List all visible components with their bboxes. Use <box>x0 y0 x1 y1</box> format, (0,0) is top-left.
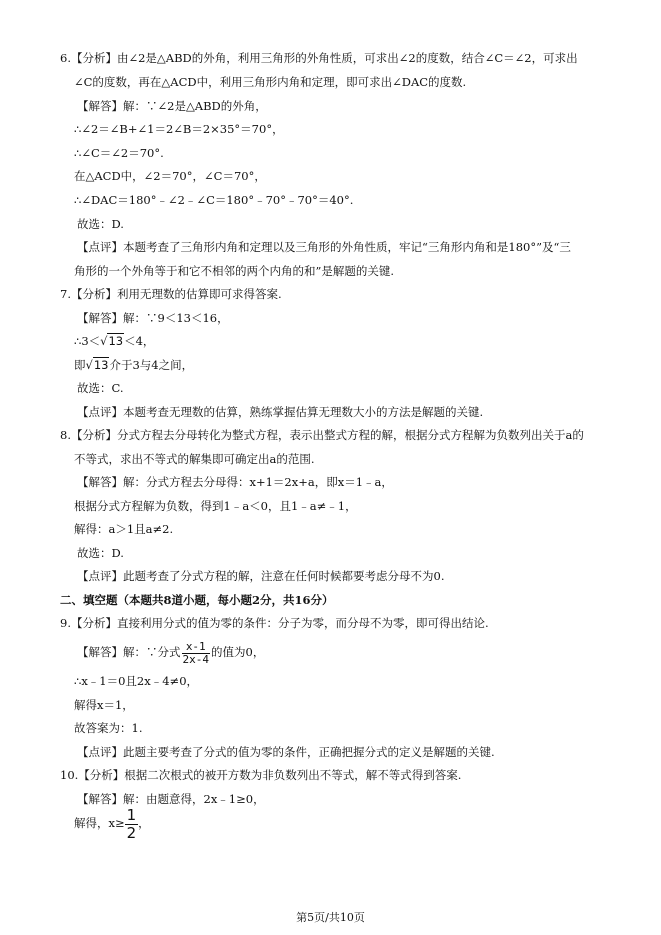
q9-comment: 【点评】此题主要考查了分式的值为零的条件，正确把握分式的定义是解题的关键. <box>77 745 495 759</box>
q7-solution-line1: 【解答】解：∵9＜13＜16， <box>77 311 229 325</box>
sqrt-13: √13 <box>85 358 109 372</box>
q6-solution-line5: ∴∠DAC＝180°﹣∠2﹣∠C＝180°﹣70°﹣70°＝40°. <box>74 193 354 207</box>
q6-solution-line4: 在△ACD中，∠2＝70°，∠C＝70°， <box>74 169 266 183</box>
fraction-x-minus-1-over-2x-minus-4 <box>182 641 211 666</box>
q6-solution-line3: ∴∠C＝∠2＝70°. <box>74 146 164 160</box>
q8-solution-line2: 根据分式方程解为负数，得到1﹣a＜0，且1﹣a≠﹣1， <box>74 499 357 513</box>
page-number-footer: 第5页/共10页 <box>296 911 365 924</box>
q6-analysis-line1: 6.【分析】由∠2是△ABD的外角，利用三角形的外角性质，可求出∠2的度数，结合∠C＝∠2，可求出 <box>60 51 578 65</box>
sqrt-13: √13 <box>100 334 124 348</box>
q8-solution-line1: 【解答】解：分式方程去分母得：x+1＝2x+a，即x＝1﹣a， <box>77 475 393 489</box>
section-heading-fill-in: 二、填空题（本题共8道小题，每小题2分，共16分） <box>60 593 334 607</box>
q7-analysis: 7.【分析】利用无理数的估算即可求得答案. <box>60 287 282 301</box>
q6-comment-line2: 角形的一个外角等于和它不相邻的两个内角的和”是解题的关键. <box>74 264 395 278</box>
q9-s1-post: 的值为0， <box>211 645 265 659</box>
q7-s2-post: ＜4， <box>124 334 155 348</box>
q7-solution-line3 <box>74 357 193 373</box>
q8-analysis-line1: 8.【分析】分式方程去分母转化为整式方程，表示出整式方程的解，根据分式方程解为负数列出关于a的 <box>60 428 584 442</box>
q7-solution-line4: 故选：C. <box>77 381 124 395</box>
q7-s3-post: 介于3与4之间， <box>109 358 194 372</box>
q7-comment: 【点评】本题考查无理数的估算，熟练掌握估算无理数大小的方法是解题的关键. <box>77 405 484 419</box>
q8-analysis-line2: 不等式，求出不等式的解集即可确定出a的范围. <box>74 452 315 466</box>
q6-comment-line1: 【点评】本题考查了三角形内角和定理以及三角形的外角性质，牢记“三角形内角和是180°”及“三 <box>77 240 571 254</box>
fraction-one-half <box>125 807 139 842</box>
fraction-numerator: 1 <box>126 805 137 824</box>
sqrt-radicand: 13 <box>108 334 124 348</box>
fraction-denominator: 2 <box>126 823 137 842</box>
q9-solution-line2: ∴x﹣1＝0且2x﹣4≠0， <box>74 674 199 688</box>
q9-solution-line1 <box>77 638 264 666</box>
q7-s2-pre: ∴3＜ <box>74 334 101 348</box>
q9-analysis: 9.【分析】直接利用分式的值为零的条件：分子为零，而分母不为零，即可得出结论. <box>60 616 489 630</box>
q6-solution-line1: 【解答】解：∵∠2是△ABD的外角， <box>77 99 267 113</box>
q10-s2-post: ， <box>138 816 150 830</box>
q8-solution-line3: 解得：a＞1且a≠2. <box>74 522 174 536</box>
q9-s1-pre: 【解答】解：∵分式 <box>77 645 181 659</box>
q6-solution-line2: ∴∠2＝∠B+∠1＝2∠B＝2×35°＝70°， <box>74 122 284 136</box>
q10-solution-line2 <box>74 804 150 842</box>
q10-analysis: 10.【分析】根据二次根式的被开方数为非负数列出不等式，解不等式得到答案. <box>60 768 462 782</box>
q6-analysis-line2: ∠C的度数，再在△ACD中，利用三角形内角和定理，即可求出∠DAC的度数. <box>74 75 467 89</box>
q8-comment: 【点评】此题考查了分式方程的解，注意在任何时候都要考虑分母不为0. <box>77 569 445 583</box>
q6-solution-line6: 故选：D. <box>77 217 124 231</box>
q9-solution-line3: 解得x＝1， <box>74 698 134 712</box>
fraction-denominator: 2x-4 <box>182 652 209 666</box>
q8-solution-line4: 故选：D. <box>77 546 124 560</box>
sqrt-radicand: 13 <box>93 358 109 372</box>
q9-solution-line4: 故答案为：1. <box>74 721 143 735</box>
q7-s3-pre: 即 <box>74 358 86 372</box>
q10-solution-line1: 【解答】解：由题意得，2x﹣1≥0， <box>77 792 265 806</box>
q10-s2-pre: 解得，x≥ <box>74 816 125 830</box>
q7-solution-line2 <box>74 333 154 349</box>
fraction-numerator: x-1 <box>182 641 211 654</box>
